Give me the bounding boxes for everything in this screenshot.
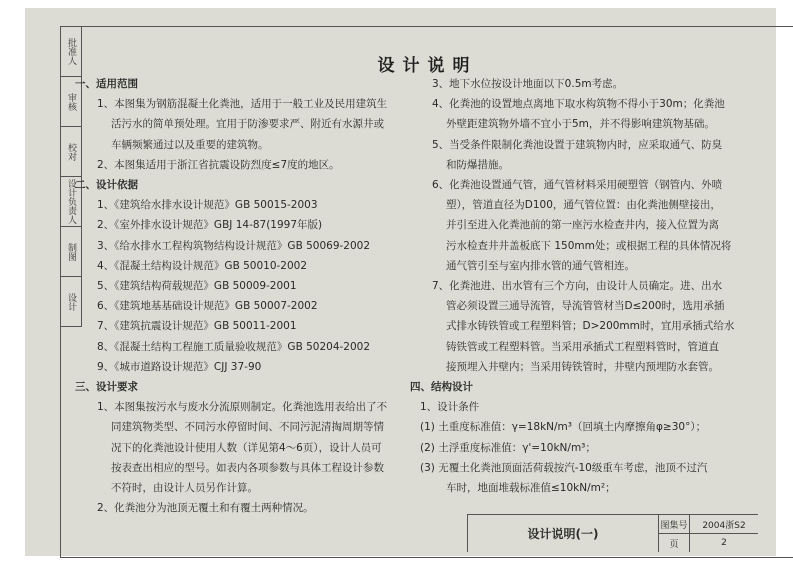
section-heading: 四、结构设计 [410, 381, 473, 394]
atlas-row [659, 515, 758, 534]
text-line: 6、《建筑地基基础设计规范》GB 50007-2002 [97, 300, 318, 313]
text-line: 接预埋入井壁内；当采用铸铁管时，井壁内预埋防水套管。 [446, 360, 719, 373]
text-line: 和防爆措施。 [446, 158, 509, 171]
text-line: 4、化粪池的设置地点离地下取水构筑物不得小于30m；化粪池 [432, 98, 725, 111]
atlas-number: 2004浙S2 [702, 520, 746, 531]
text-line: 3、《给水排水工程构筑物结构设计规范》GB 50069-2002 [97, 239, 371, 252]
text-line: 6、化粪池设置通气管，通气管材料采用硬塑管（钢管内、外喷 [432, 179, 723, 192]
page-row [659, 534, 758, 552]
text-line: 外壁距建筑物外墙不宜小于5m，并不得影响建筑物基础。 [446, 118, 715, 131]
text-line: 并引至进入化粪池前的第一座污水检查井内，接入位置为离 [446, 219, 719, 232]
text-line: 7、《建筑抗震设计规范》GB 50011-2001 [97, 320, 297, 333]
text-line: 1、《建筑给水排水设计规范》GB 50015-2003 [97, 199, 318, 212]
binding-label: 制图 [61, 227, 81, 277]
section-heading: 二、设计依据 [75, 179, 138, 192]
text-line: 况下的化粪池设计使用人数（详见第4～6页），设计人员可 [111, 441, 382, 454]
text-line: (3) 无覆土化粪池顶面活荷载按汽-10级重车考虑，池顶不过汽 [420, 461, 708, 474]
text-line: (1) 土重度标准值：γ=18kN/m³（回填土内摩擦角φ≥30°）； [420, 421, 707, 434]
binding-label: 设计负责人 [61, 177, 81, 227]
binding-label: 设计 [61, 277, 81, 327]
page-label: 页 [659, 534, 690, 552]
text-line: 塑），管道直径为D100，通气管位置：由化粪池侧壁接出， [446, 199, 721, 212]
text-line: 7、化粪池进、出水管有三个方向，由设计人员确定。进、出水 [432, 280, 723, 293]
text-line: 5、《建筑结构荷载规范》GB 50009-2001 [97, 280, 297, 293]
text-line: 活污水的简单预处理。宜用于防渗要求严、附近有水源井或 [111, 118, 384, 131]
drawing-sheet [25, 8, 776, 556]
page-number: 2 [721, 538, 727, 548]
text-line: 通气管引至与室内排水管的通气管相连。 [446, 259, 635, 272]
text-line: 5、当受条件限制化粪池设置于建筑物内时，应采取通气、防臭 [432, 138, 723, 151]
text-line: 1、设计条件 [420, 401, 480, 414]
text-line: 同建筑物类型、不同污水停留时间、不同污泥清掏周期等情 [111, 421, 384, 434]
binding-label: 批准人 [61, 27, 81, 77]
text-line: 2、《室外排水设计规范》GBJ 14-87(1997年版) [97, 219, 323, 232]
section-heading: 三、设计要求 [75, 381, 138, 394]
left-column [75, 74, 405, 518]
text-line: 2、化粪池分为池顶无覆土和有覆土两种情况。 [97, 502, 314, 515]
text-line: 式排水铸铁管或工程塑料管；D>200mm时，宜用承插式给水 [446, 320, 735, 333]
text-line: 车辆频繁通过以及重要的建筑物。 [111, 138, 269, 151]
text-line: 4、《混凝土结构设计规范》GB 50010-2002 [97, 259, 308, 272]
binding-label: 校对 [61, 127, 81, 177]
text-line: 管必须设置三通导流管，导流管管材当D≤200时，选用承插 [446, 300, 725, 313]
title-block [467, 514, 758, 552]
page-title: 设计说明 [377, 56, 478, 76]
text-line: 铸铁管或工程塑料管。当采用承插式工程塑料管时，管道直 [446, 340, 719, 353]
text-line: 3、地下水位按设计地面以下0.5m考虑。 [432, 78, 624, 90]
text-line: 2、本图集适用于浙江省抗震设防烈度≤7度的地区。 [97, 158, 340, 171]
text-line: 1、本图集为钢筋混凝土化粪池，适用于一般工业及民用建筑生 [97, 98, 388, 111]
sheet-name: 设计说明(一) [468, 515, 659, 552]
text-line: 车时，地面堆载标准值≤10kN/m²； [446, 482, 616, 495]
title-block-grid [659, 515, 758, 552]
text-line: 按表查出相应的型号。如表内各项参数与具体工程设计参数 [111, 461, 384, 474]
section-heading: 一、适用范围 [75, 78, 138, 90]
atlas-label: 图集号 [659, 515, 690, 533]
text-line: (2) 土浮重度标准值：γ'=10kN/m³； [420, 441, 596, 454]
text-line: 9、《城市道路设计规范》CJJ 37-90 [97, 360, 262, 373]
text-line: 不符时，由设计人员另作计算。 [111, 482, 258, 495]
binding-label: 审核 [61, 77, 81, 127]
text-line: 1、本图集按污水与废水分流原则制定。化粪池选用表给出了不 [97, 401, 388, 414]
text-line: 8、《混凝土结构工程施工质量验收规范》GB 50204-2002 [97, 340, 371, 353]
text-line: 污水检查井井盖板底下 150mm处；或根据工程的具体情况将 [446, 239, 732, 252]
right-column [410, 74, 750, 498]
